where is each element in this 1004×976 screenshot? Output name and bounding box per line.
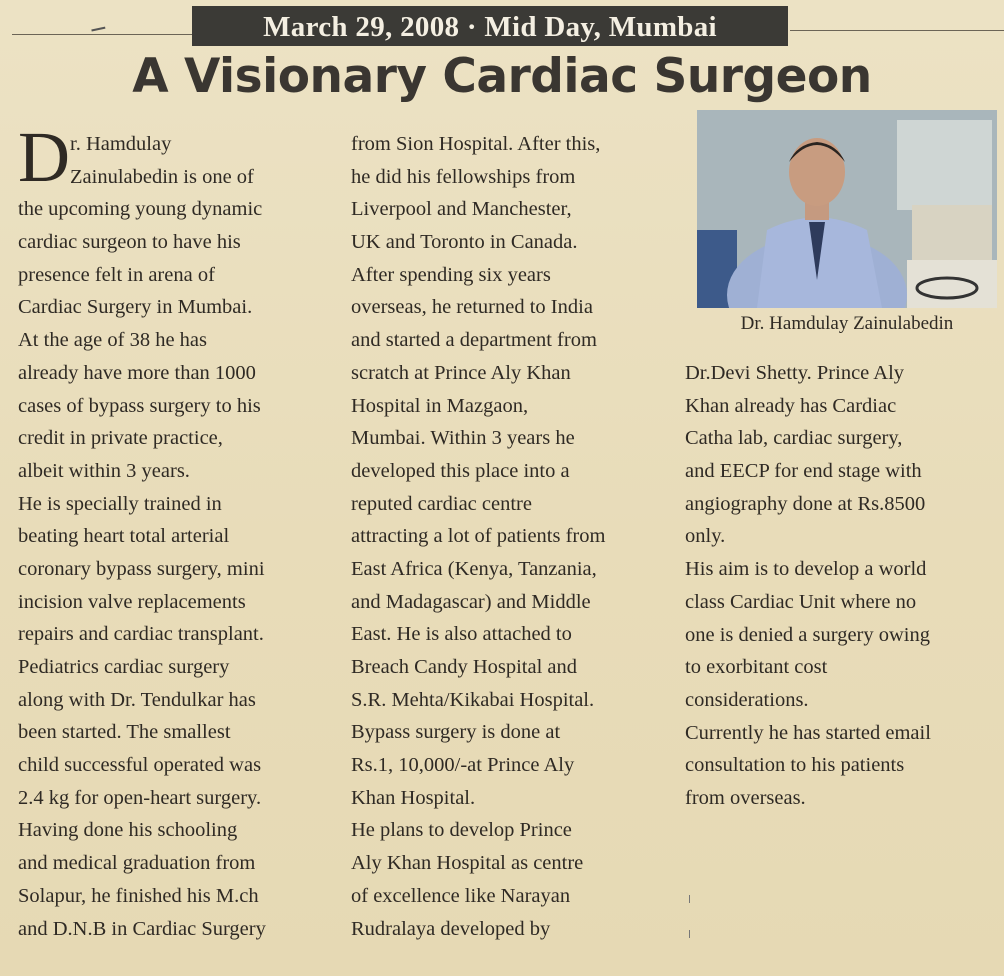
text-line: He is specially trained in	[18, 492, 222, 515]
text-line: overseas, he returned to India	[351, 296, 593, 319]
text-line: been started. The smallest	[18, 721, 231, 744]
text-line: Currently he has started email	[685, 721, 931, 744]
text-line: and started a department from	[351, 329, 597, 352]
text-line: Mumbai. Within 3 years he	[351, 427, 575, 450]
text-line: presence felt in arena of	[18, 263, 215, 286]
text-line: reputed cardiac centre	[351, 492, 532, 515]
text-line: Pediatrics cardiac surgery	[18, 656, 230, 678]
text-line: from overseas.	[685, 786, 806, 809]
margin-tick	[689, 895, 690, 903]
text-line: Khan Hospital.	[351, 786, 476, 809]
text-line: angiography done at Rs.8500	[685, 492, 926, 515]
photo-caption: Dr. Hamdulay Zainulabedin	[740, 313, 954, 334]
text-line: of excellence like Narayan	[351, 884, 571, 907]
drop-cap: D	[18, 117, 70, 197]
text-line: and EECP for end stage with	[685, 460, 922, 483]
text-line: Hospital in Mazgaon,	[351, 394, 529, 417]
text-line: Khan already has Cardiac	[685, 394, 897, 417]
dateline-banner: March 29, 2008 · Mid Day, Mumbai	[192, 6, 788, 46]
text-line: Rs.1, 10,000/-at Prince Aly	[351, 754, 575, 777]
text-line: 2.4 kg for open-heart surgery.	[18, 786, 262, 809]
article-column-3	[685, 357, 1003, 815]
article-column-2	[351, 128, 676, 945]
text-line: UK and Toronto in Canada.	[351, 231, 578, 254]
text-line: East. He is also attached to	[351, 623, 572, 646]
text-line: class Cardiac Unit where no	[685, 590, 917, 613]
text-line: Having done his schooling	[18, 819, 238, 842]
text-line: At the age of 38 he has	[18, 329, 207, 352]
text-line: he did his fellowships from	[351, 165, 576, 188]
text-line: one is denied a surgery owing	[685, 623, 930, 646]
text-line: consultation to his patients	[685, 754, 905, 777]
text-line: repairs and cardiac transplant.	[18, 623, 264, 646]
text-line: Solapur, he finished his M.ch	[18, 884, 259, 907]
text-line: considerations.	[685, 688, 809, 711]
text-line: developed this place into a	[351, 459, 570, 482]
text-line: r. Hamdulay	[70, 133, 172, 155]
text-line: Cardiac Surgery in Mumbai.	[18, 296, 253, 319]
text-line: cases of bypass surgery to his	[18, 394, 261, 417]
text-line: Bypass surgery is done at	[351, 721, 561, 744]
text-line: Dr.Devi Shetty. Prince Aly	[685, 362, 905, 384]
text-line: coronary bypass surgery, mini	[18, 557, 265, 580]
text-line: to exorbitant cost	[685, 656, 828, 679]
text-line: albeit within 3 years.	[18, 459, 190, 482]
text-line: along with Dr. Tendulkar has	[18, 688, 256, 711]
text-line: His aim is to develop a world	[685, 558, 927, 581]
text-line: already have more than 1000	[18, 361, 256, 384]
text-line: S.R. Mehta/Kikabai Hospital.	[351, 688, 595, 711]
text-line: from Sion Hospital. After this,	[351, 133, 601, 155]
article-column-1	[18, 128, 338, 945]
text-line: beating heart total arterial	[18, 525, 230, 548]
headline: A Visionary Cardiac Surgeon	[132, 49, 872, 104]
text-line: Aly Khan Hospital as centre	[351, 852, 584, 875]
doctor-photo	[697, 110, 997, 308]
text-line: He plans to develop Prince	[351, 819, 572, 842]
text-line: Catha lab, cardiac surgery,	[685, 427, 903, 450]
text-line: After spending six years	[351, 263, 551, 286]
text-line: scratch at Prince Aly Khan	[351, 361, 571, 384]
text-line: and D.N.B in Cardiac Surgery	[18, 917, 266, 940]
text-line: East Africa (Kenya, Tanzania,	[351, 557, 597, 580]
text-line: attracting a lot of patients from	[351, 525, 606, 548]
text-line: Zainulabedin is one of	[70, 165, 254, 188]
text-line: Rudralaya developed by	[351, 917, 551, 940]
divider-right	[790, 30, 1004, 31]
portrait-illustration	[697, 110, 997, 308]
margin-tick	[689, 930, 690, 938]
text-line: only.	[685, 525, 726, 548]
text-line: and medical graduation from	[18, 852, 256, 875]
text-line: and Madagascar) and Middle	[351, 590, 591, 613]
text-line: credit in private practice,	[18, 427, 223, 450]
text-line: Liverpool and Manchester,	[351, 198, 572, 221]
text-line: Breach Candy Hospital and	[351, 656, 578, 678]
text-line: child successful operated was	[18, 754, 262, 777]
text-line: cardiac surgeon to have his	[18, 231, 241, 254]
text-line: the upcoming young dynamic	[18, 198, 263, 221]
text-line: incision valve replacements	[18, 590, 246, 613]
ink-mark	[91, 27, 106, 38]
